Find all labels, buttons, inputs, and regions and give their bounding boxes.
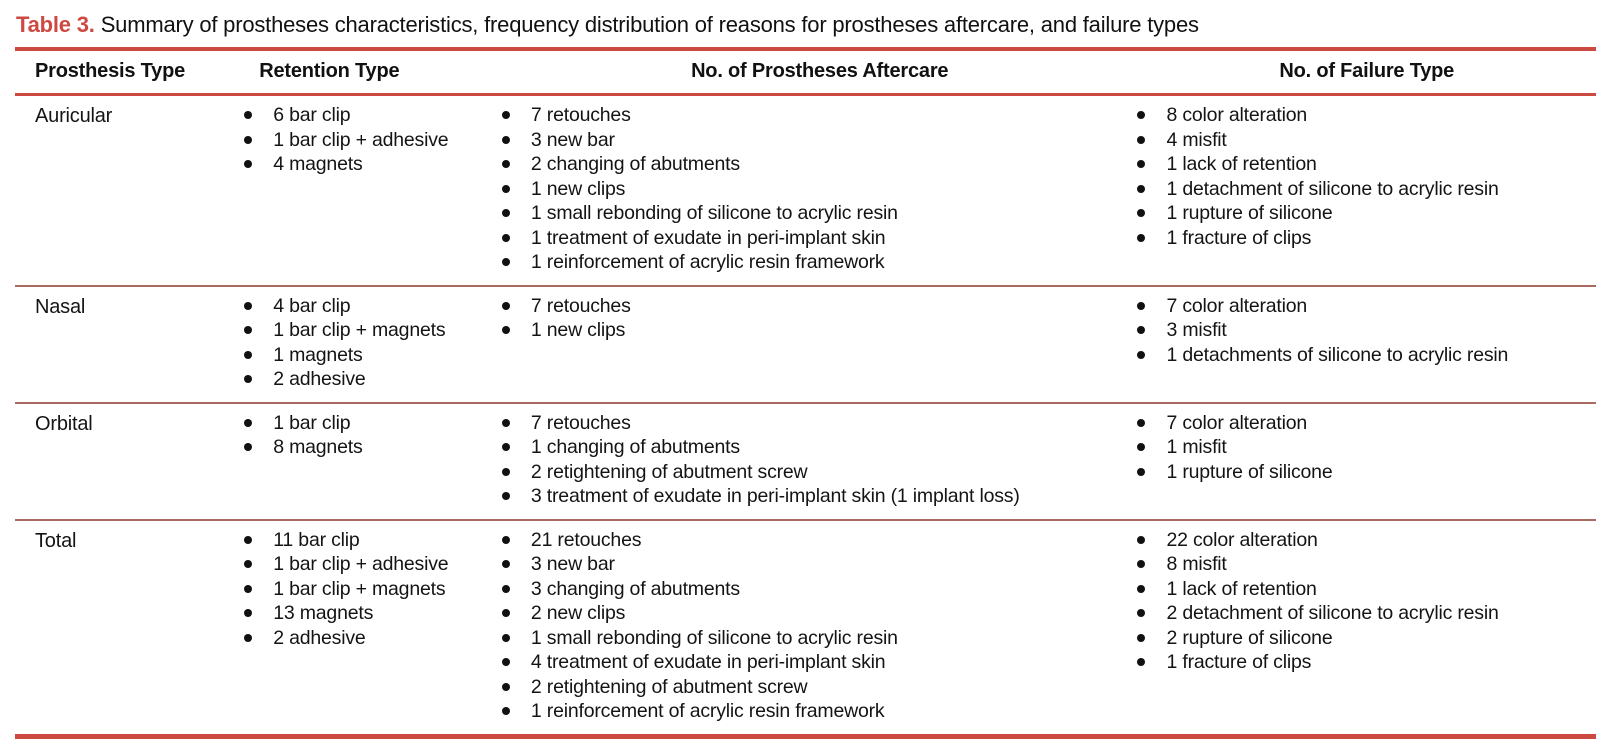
failure-list xyxy=(1137,528,1596,675)
list-item xyxy=(1137,343,1596,368)
bullet-icon xyxy=(502,136,510,144)
bullet-icon xyxy=(1137,234,1145,242)
retention-cell xyxy=(244,520,502,737)
column-header-retention-type: Retention Type xyxy=(244,51,502,95)
list-item xyxy=(502,250,1138,275)
list-item-text: 2 adhesive xyxy=(273,368,366,390)
bullet-icon xyxy=(502,160,510,168)
list-item-text: 11 bar clip xyxy=(273,528,360,551)
table-caption: Summary of prostheses characteristics, frequency distribution of reasons for prostheses aftercare, and failure types xyxy=(100,12,1199,37)
list-item xyxy=(1137,460,1596,485)
failure-list xyxy=(1137,294,1596,368)
bullet-icon xyxy=(1137,634,1145,642)
list-item xyxy=(244,601,502,626)
table-row xyxy=(15,95,1596,286)
list-item xyxy=(1137,528,1596,553)
list-item xyxy=(1137,152,1596,177)
column-header-failure-type: No. of Failure Type xyxy=(1137,51,1596,95)
list-item xyxy=(502,201,1138,226)
list-item-text: 8 misfit xyxy=(1166,553,1227,575)
bullet-icon xyxy=(1137,443,1145,451)
aftercare-list xyxy=(502,528,1138,724)
list-item xyxy=(502,484,1138,509)
bullet-icon xyxy=(244,609,252,617)
bullet-icon xyxy=(1137,658,1145,666)
table-title xyxy=(15,8,1596,47)
prosthesis-type-cell: Nasal xyxy=(15,286,244,403)
retention-cell xyxy=(244,286,502,403)
list-item xyxy=(244,552,502,577)
list-item xyxy=(244,128,502,153)
bullet-icon xyxy=(502,468,510,476)
list-item xyxy=(1137,650,1596,675)
table-row xyxy=(15,403,1596,520)
list-item xyxy=(244,411,502,436)
failure-cell xyxy=(1137,520,1596,737)
bullet-icon xyxy=(502,258,510,266)
list-item xyxy=(502,601,1138,626)
list-item-text: 4 bar clip xyxy=(273,294,351,317)
bullet-icon xyxy=(502,560,510,568)
bullet-icon xyxy=(1137,468,1145,476)
bullet-icon xyxy=(1137,326,1145,334)
list-item xyxy=(244,294,502,319)
bullet-icon xyxy=(244,536,252,544)
list-item xyxy=(502,103,1138,128)
table-header xyxy=(15,51,1596,95)
list-item-text: 1 new clips xyxy=(530,319,626,341)
retention-list xyxy=(244,294,502,392)
list-item-text: 7 color alteration xyxy=(1166,411,1308,434)
list-item-text: 2 detachment of silicone to acrylic resin xyxy=(1166,602,1499,624)
list-item xyxy=(244,528,502,553)
list-item xyxy=(502,675,1138,700)
retention-list xyxy=(244,103,502,177)
list-item xyxy=(502,128,1138,153)
retention-cell xyxy=(244,403,502,520)
list-item-text: 1 treatment of exudate in peri-implant skin xyxy=(530,226,886,249)
list-item-text: 7 retouches xyxy=(530,411,631,434)
list-item xyxy=(502,577,1138,602)
bullet-icon xyxy=(1137,209,1145,217)
aftercare-list xyxy=(502,294,1138,343)
list-item-text: 13 magnets xyxy=(273,602,374,624)
bullet-icon xyxy=(244,136,252,144)
table-number-label: Table 3. xyxy=(16,12,95,37)
bullet-icon xyxy=(1137,419,1145,427)
list-item-text: 3 changing of abutments xyxy=(530,577,740,600)
list-item xyxy=(244,103,502,128)
bullet-icon xyxy=(502,683,510,691)
list-item-text: 2 changing of abutments xyxy=(530,153,740,175)
list-item xyxy=(1137,201,1596,226)
retention-list xyxy=(244,528,502,651)
list-item-text: 7 color alteration xyxy=(1166,294,1308,317)
list-item-text: 2 new clips xyxy=(530,602,626,624)
list-item xyxy=(502,435,1138,460)
aftercare-cell xyxy=(502,520,1138,737)
bullet-icon xyxy=(502,536,510,544)
bullet-icon xyxy=(1137,111,1145,119)
bullet-icon xyxy=(1137,302,1145,310)
bullet-icon xyxy=(502,302,510,310)
list-item-text: 1 rupture of silicone xyxy=(1166,202,1333,224)
list-item-text: 1 rupture of silicone xyxy=(1166,460,1333,483)
aftercare-list xyxy=(502,103,1138,275)
list-item xyxy=(502,318,1138,343)
list-item xyxy=(1137,103,1596,128)
bullet-icon xyxy=(1137,585,1145,593)
list-item xyxy=(244,626,502,651)
list-item-text: 1 fracture of clips xyxy=(1166,651,1312,673)
list-item-text: 1 small rebonding of silicone to acrylic resin xyxy=(530,202,898,224)
list-item-text: 4 misfit xyxy=(1166,128,1227,151)
list-item-text: 1 reinforcement of acrylic resin framework xyxy=(530,251,885,273)
list-item xyxy=(502,152,1138,177)
bullet-icon xyxy=(1137,185,1145,193)
aftercare-cell xyxy=(502,403,1138,520)
summary-table xyxy=(15,51,1596,739)
list-item-text: 2 retightening of abutment screw xyxy=(530,460,808,483)
failure-list xyxy=(1137,411,1596,485)
bullet-icon xyxy=(502,492,510,500)
bullet-icon xyxy=(502,326,510,334)
list-item-text: 1 bar clip + magnets xyxy=(273,319,446,341)
list-item-text: 4 magnets xyxy=(273,153,363,175)
bullet-icon xyxy=(502,234,510,242)
list-item xyxy=(1137,435,1596,460)
list-item xyxy=(1137,318,1596,343)
list-item xyxy=(502,294,1138,319)
bullet-icon xyxy=(244,111,252,119)
list-item-text: 21 retouches xyxy=(530,528,642,551)
bullet-icon xyxy=(502,707,510,715)
bullet-icon xyxy=(502,185,510,193)
bullet-icon xyxy=(1137,560,1145,568)
list-item-text: 1 detachments of silicone to acrylic resin xyxy=(1166,343,1509,366)
aftercare-cell xyxy=(502,95,1138,286)
table-row xyxy=(15,520,1596,737)
list-item xyxy=(502,626,1138,651)
list-item-text: 1 new clips xyxy=(530,177,626,200)
list-item-text: 1 magnets xyxy=(273,343,363,366)
list-item-text: 1 bar clip xyxy=(273,411,351,434)
prosthesis-type-cell: Total xyxy=(15,520,244,737)
table-row xyxy=(15,286,1596,403)
list-item xyxy=(1137,177,1596,202)
bullet-icon xyxy=(244,351,252,359)
list-item-text: 1 lack of retention xyxy=(1166,153,1317,175)
list-item xyxy=(502,699,1138,724)
list-item-text: 1 detachment of silicone to acrylic resin xyxy=(1166,177,1499,200)
list-item-text: 7 retouches xyxy=(530,104,631,126)
bullet-icon xyxy=(244,375,252,383)
column-header-aftercare: No. of Prostheses Aftercare xyxy=(502,51,1138,95)
bullet-icon xyxy=(244,419,252,427)
bullet-icon xyxy=(244,160,252,168)
bullet-icon xyxy=(502,443,510,451)
list-item xyxy=(1137,601,1596,626)
bullet-icon xyxy=(244,585,252,593)
list-item-text: 3 new bar xyxy=(530,128,615,151)
list-item xyxy=(502,460,1138,485)
bullet-icon xyxy=(502,609,510,617)
list-item xyxy=(1137,294,1596,319)
bullet-icon xyxy=(502,634,510,642)
list-item xyxy=(244,318,502,343)
bullet-icon xyxy=(502,658,510,666)
bullet-icon xyxy=(502,209,510,217)
bullet-icon xyxy=(1137,609,1145,617)
bullet-icon xyxy=(1137,351,1145,359)
list-item-text: 2 retightening of abutment screw xyxy=(530,675,808,698)
bullet-icon xyxy=(1137,536,1145,544)
list-item xyxy=(244,367,502,392)
list-item xyxy=(1137,128,1596,153)
failure-list xyxy=(1137,103,1596,250)
bullet-icon xyxy=(502,111,510,119)
prosthesis-type-cell: Auricular xyxy=(35,105,113,127)
list-item-text: 1 changing of abutments xyxy=(530,436,740,458)
list-item xyxy=(502,177,1138,202)
bullet-icon xyxy=(244,443,252,451)
column-header-prosthesis-type: Prosthesis Type xyxy=(15,51,244,95)
list-item xyxy=(1137,626,1596,651)
list-item-text: 1 fracture of clips xyxy=(1166,226,1312,249)
bullet-icon xyxy=(1137,136,1145,144)
list-item-text: 1 bar clip + adhesive xyxy=(273,553,449,575)
list-item-text: 1 reinforcement of acrylic resin framework xyxy=(530,700,885,722)
list-item xyxy=(502,528,1138,553)
list-item-text: 3 treatment of exudate in peri-implant skin (1 implant loss) xyxy=(530,485,1020,507)
list-item-text: 8 magnets xyxy=(273,436,363,458)
table-body xyxy=(15,95,1596,737)
bullet-icon xyxy=(502,585,510,593)
aftercare-list xyxy=(502,411,1138,509)
list-item-text: 3 misfit xyxy=(1166,319,1227,341)
list-item xyxy=(1137,552,1596,577)
failure-cell xyxy=(1137,286,1596,403)
list-item-text: 1 lack of retention xyxy=(1166,577,1317,600)
list-item-text: 2 adhesive xyxy=(273,626,366,649)
list-item-text: 1 bar clip + adhesive xyxy=(273,128,449,151)
list-item xyxy=(502,226,1138,251)
bullet-icon xyxy=(244,634,252,642)
aftercare-cell xyxy=(502,286,1138,403)
bullet-icon xyxy=(244,302,252,310)
list-item-text: 7 retouches xyxy=(530,294,631,317)
list-item xyxy=(502,552,1138,577)
list-item-text: 2 rupture of silicone xyxy=(1166,626,1333,649)
bullet-icon xyxy=(244,560,252,568)
list-item-text: 1 misfit xyxy=(1166,436,1227,458)
list-item xyxy=(502,411,1138,436)
bullet-icon xyxy=(244,326,252,334)
bullet-icon xyxy=(1137,160,1145,168)
list-item-text: 1 small rebonding of silicone to acrylic resin xyxy=(530,626,898,649)
list-item xyxy=(502,650,1138,675)
list-item xyxy=(244,577,502,602)
list-item-text: 4 treatment of exudate in peri-implant skin xyxy=(530,651,886,673)
list-item-text: 22 color alteration xyxy=(1166,528,1318,551)
list-item-text: 1 bar clip + magnets xyxy=(273,577,446,600)
bullet-icon xyxy=(502,419,510,427)
failure-cell xyxy=(1137,403,1596,520)
list-item xyxy=(1137,226,1596,251)
list-item xyxy=(244,152,502,177)
list-item-text: 6 bar clip xyxy=(273,104,351,126)
prosthesis-type-cell: Orbital xyxy=(15,403,244,520)
retention-list xyxy=(244,411,502,460)
list-item xyxy=(1137,577,1596,602)
list-item xyxy=(244,343,502,368)
list-item xyxy=(1137,411,1596,436)
list-item xyxy=(244,435,502,460)
retention-cell xyxy=(244,95,502,286)
list-item-text: 8 color alteration xyxy=(1166,104,1308,126)
list-item-text: 3 new bar xyxy=(530,553,615,575)
failure-cell xyxy=(1137,95,1596,286)
